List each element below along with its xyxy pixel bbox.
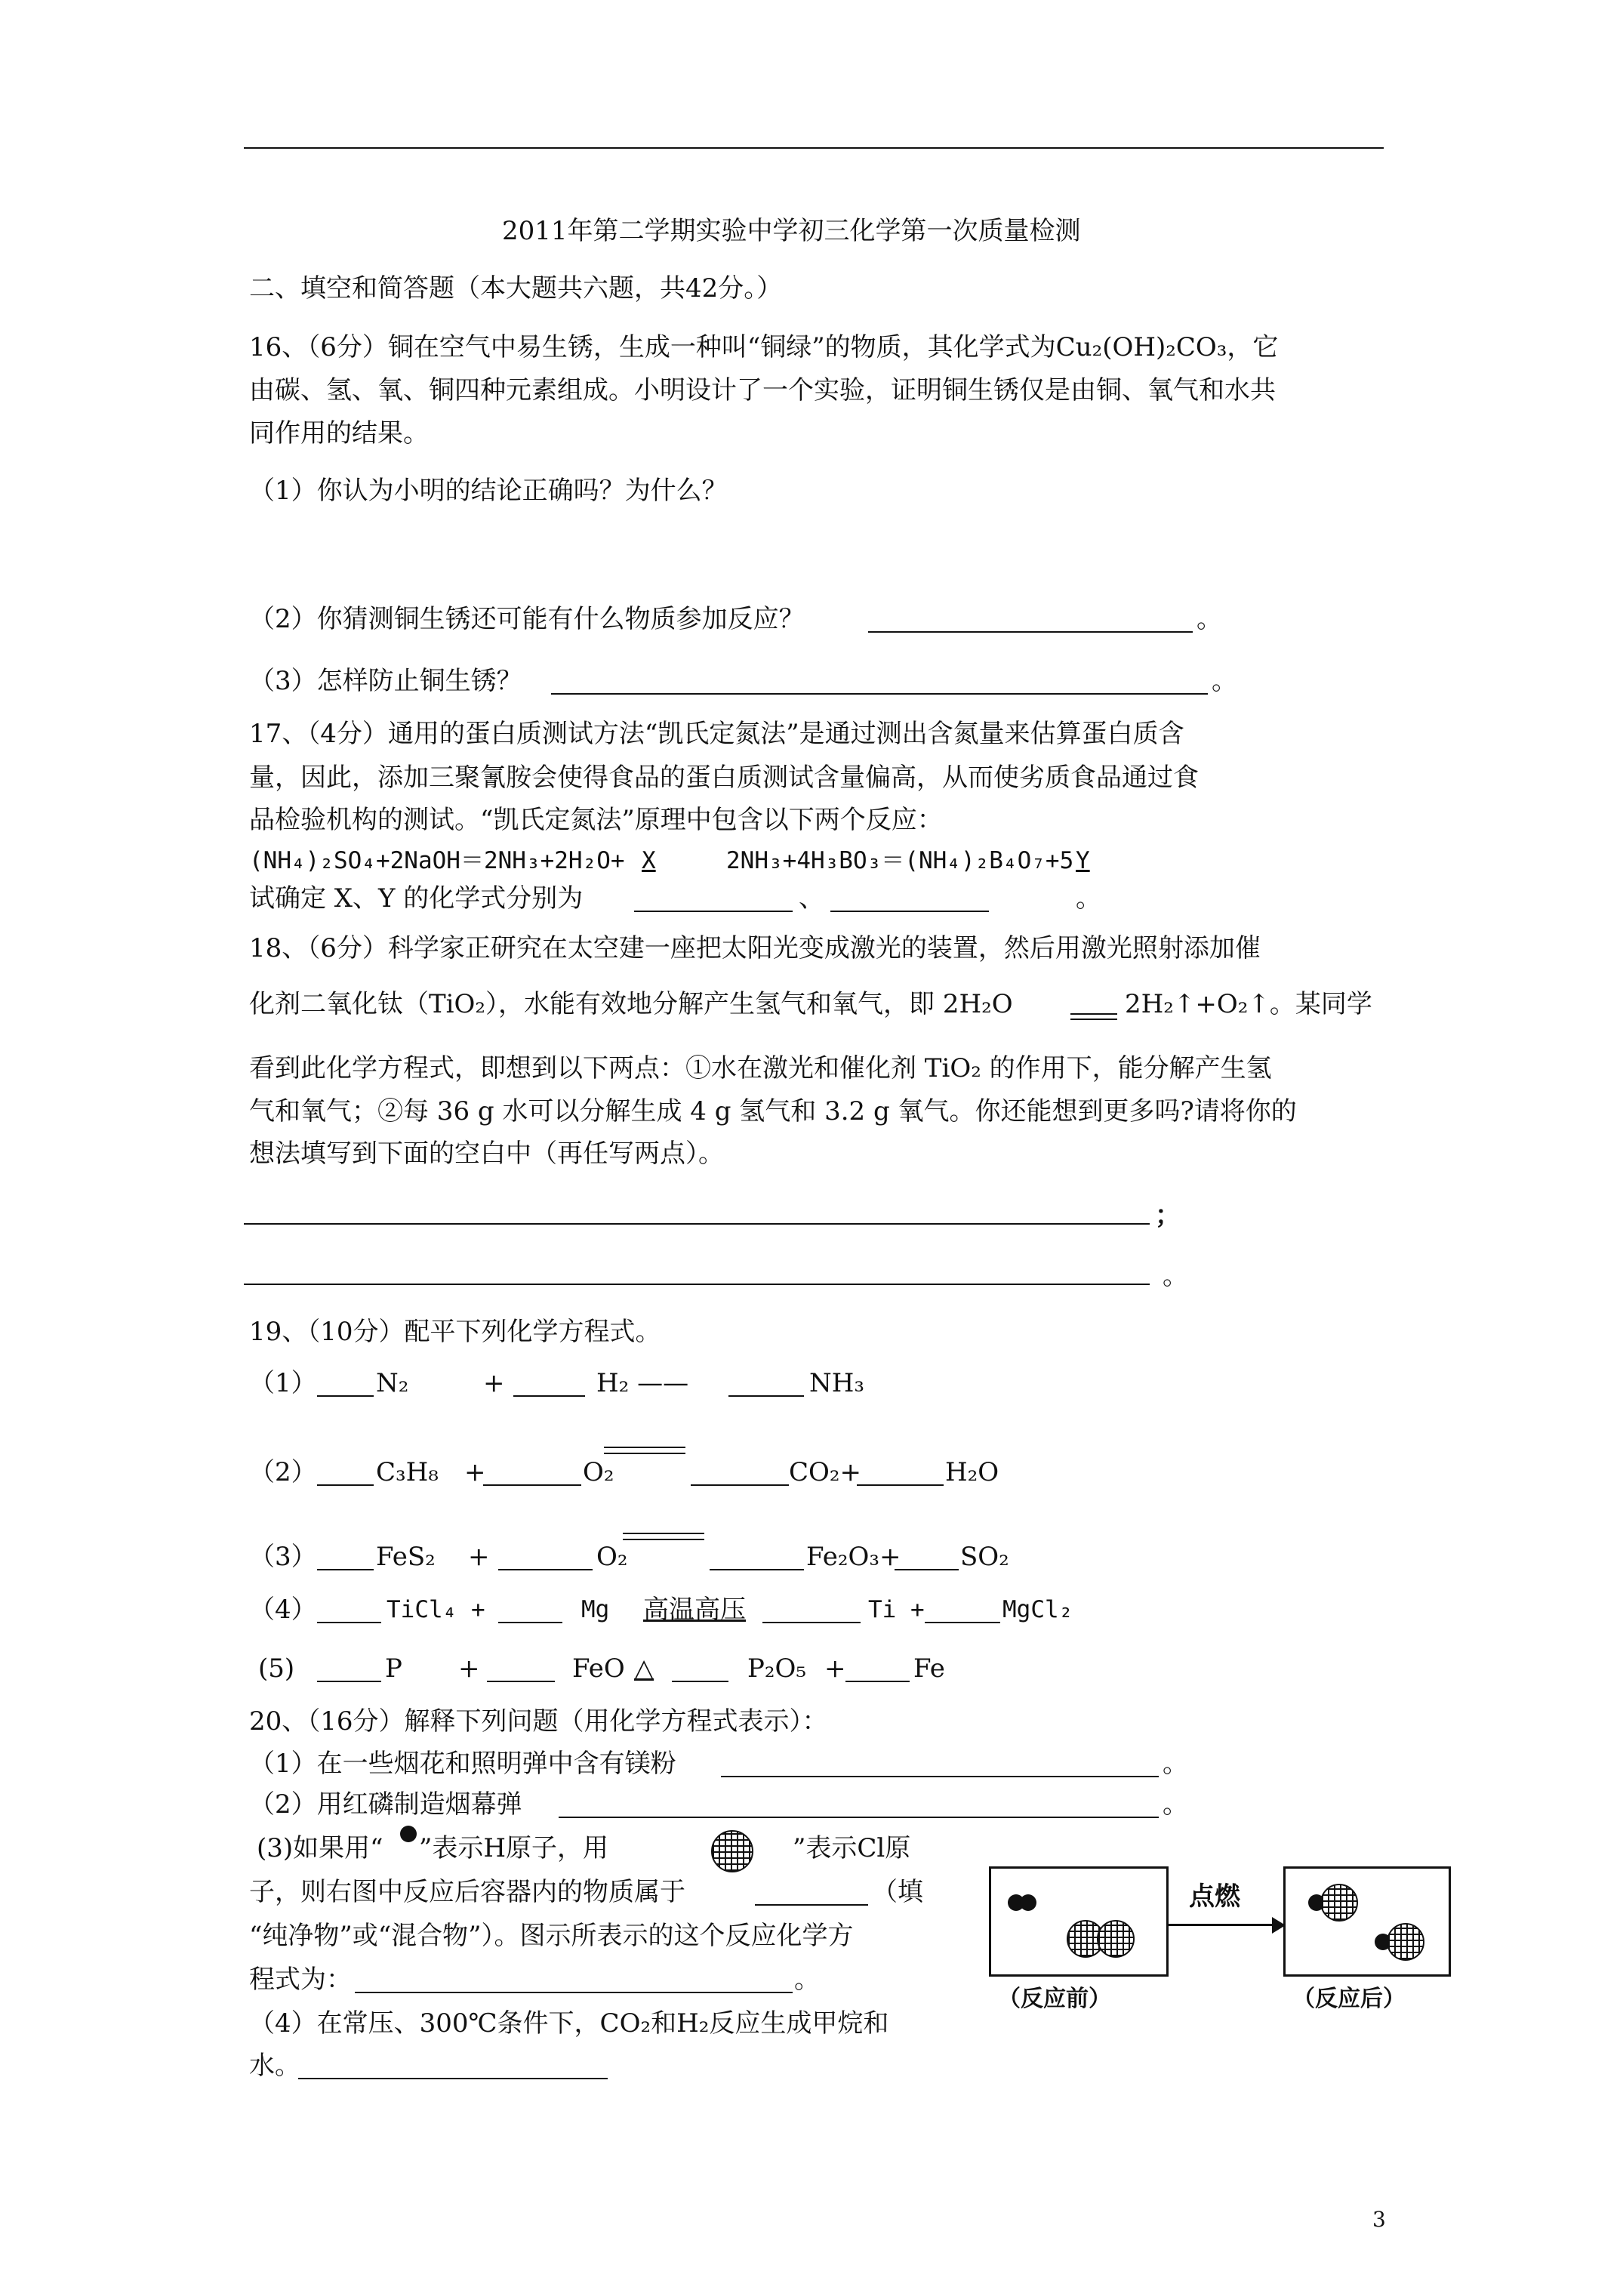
q19-r3-so2: SO₂ bbox=[960, 1542, 1009, 1572]
q19-r5-fe: Fe bbox=[913, 1653, 945, 1684]
q18-equals-sign bbox=[1070, 1013, 1117, 1020]
q19-r5-num: (5) bbox=[258, 1653, 295, 1684]
q17-equation-2: 2NH₃+4H₃BO₃＝(NH₄)₂B₄O₇+5 bbox=[726, 847, 1074, 874]
q19-r4-blank-b[interactable] bbox=[498, 1622, 562, 1623]
q19-r4-condition: 高温高压 bbox=[643, 1595, 746, 1625]
q18-end-2: 。 bbox=[1163, 1261, 1188, 1291]
q18-end-1: ； bbox=[1155, 1200, 1181, 1231]
before-container bbox=[989, 1866, 1169, 1977]
q20-sub-3a: (3)如果用“ bbox=[257, 1833, 383, 1863]
q20-sub-3f: “纯净物”或“混合物”）。图示所表示的这个反应化学方 bbox=[249, 1921, 854, 1951]
q20-sub-4a: （4）在常压、300℃条件下，CO₂和H₂反应生成甲烷和 bbox=[249, 2008, 889, 2039]
q19-r2-o2: O₂ bbox=[583, 1457, 614, 1487]
q19-r2-blank-d[interactable] bbox=[857, 1484, 944, 1486]
q19-r4-blank-d[interactable] bbox=[925, 1622, 1000, 1623]
q17-x-blank[interactable] bbox=[634, 911, 793, 912]
q19-r5-heat: △ bbox=[634, 1653, 654, 1684]
q16-line-1: 16、（6分）铜在空气中易生锈，生成一种叫“铜绿”的物质，其化学式为Cu₂(OH)₂CO₃，它 bbox=[249, 332, 1279, 362]
q20-period-2: 。 bbox=[1163, 1789, 1188, 1820]
q16-sub-2: （2）你猜测铜生锈还可能有什么物质参加反应？ bbox=[249, 604, 805, 634]
q19-r2-blank-c[interactable] bbox=[691, 1484, 789, 1486]
q19-r1-plus: + bbox=[483, 1368, 505, 1398]
q19-r3-fes2: FeS₂ bbox=[376, 1542, 436, 1572]
q19-r4-num: （4） bbox=[249, 1595, 317, 1625]
q19-r3-blank-d[interactable] bbox=[895, 1569, 959, 1570]
q18-line-4: 气和氧气；②每 36 g 水可以分解生成 4 g 氢气和 3.2 g 氧气。你还能想到更多吗?请将你的 bbox=[249, 1096, 1297, 1126]
q19-r3-blank-a[interactable] bbox=[317, 1569, 374, 1570]
q20-answer-blank-1[interactable] bbox=[721, 1776, 1159, 1777]
q16-answer-blank-3[interactable] bbox=[551, 693, 1208, 695]
q19-r2-plus: + bbox=[464, 1457, 486, 1487]
q19-r4-mgcl2: MgCl₂ bbox=[1002, 1596, 1073, 1623]
q20-sub-3g: 程式为： bbox=[249, 1965, 352, 1995]
q20-period-1: 。 bbox=[1163, 1749, 1188, 1779]
q16-period-2: 。 bbox=[1196, 604, 1222, 634]
q18-line-1: 18、（6分）科学家正研究在太空建一座把太阳光变成激光的装置，然后用激光照射添加催 bbox=[249, 933, 1261, 963]
cl-atom-icon bbox=[1097, 1920, 1135, 1958]
q20-period-3: 。 bbox=[794, 1965, 820, 1995]
q17-equation-1: (NH₄)₂SO₄+2NaOH＝2NH₃+2H₂O+ bbox=[249, 847, 625, 874]
q19-r1-num: （1） bbox=[249, 1368, 317, 1398]
q19-r5-p: P bbox=[385, 1653, 402, 1684]
q19-r4-blank-a[interactable] bbox=[317, 1622, 381, 1623]
reaction-arrow bbox=[1169, 1924, 1274, 1926]
q16-line-2: 由碳、氢、氧、铜四种元素组成。小明设计了一个实验，证明铜生锈仅是由铜、氧气和水共 bbox=[249, 375, 1276, 405]
q19-r2-blank-a[interactable] bbox=[317, 1484, 374, 1486]
q17-separator: 、 bbox=[799, 883, 824, 914]
q19-r2-blank-b[interactable] bbox=[483, 1484, 581, 1486]
q16-sub-3: （3）怎样防止铜生锈？ bbox=[249, 666, 522, 696]
q20-answer-blank-2[interactable] bbox=[559, 1817, 1159, 1818]
q19-r3-fe2o3: Fe₂O₃+ bbox=[806, 1542, 901, 1572]
q17-line-3: 品检验机构的测试。“凯氏定氮法”原理中包含以下两个反应： bbox=[249, 805, 943, 835]
q20-sub-3d: 子，则右图中反应后容器内的物质属于 bbox=[249, 1877, 685, 1907]
after-label: （反应后） bbox=[1292, 1986, 1406, 2012]
q20-sub-4b: 水。 bbox=[249, 2051, 300, 2081]
q19-r3-equals bbox=[623, 1533, 704, 1540]
q19-r2-c3h8: C₃H₈ bbox=[376, 1457, 439, 1487]
q19-r1-nh3: NH₃ bbox=[809, 1368, 865, 1398]
q18-line-2b: 2H₂↑+O₂↑。某同学 bbox=[1125, 989, 1372, 1019]
q19-r1-blank-c[interactable] bbox=[728, 1395, 804, 1397]
q19-r3-num: （3） bbox=[249, 1542, 317, 1572]
q19-heading: 19、（10分）配平下列化学方程式。 bbox=[249, 1317, 661, 1347]
q20-answer-blank-3[interactable] bbox=[755, 1904, 868, 1906]
q19-r1-blank-b[interactable] bbox=[513, 1395, 585, 1397]
q20-answer-blank-5[interactable] bbox=[298, 2078, 608, 2079]
q19-r4-ticl4: TiCl₄ + bbox=[387, 1596, 485, 1623]
h-atom-legend-icon bbox=[400, 1826, 417, 1842]
q19-r5-blank-d[interactable] bbox=[845, 1681, 910, 1682]
h-atom-icon bbox=[1020, 1894, 1036, 1911]
q19-r5-plus-1: + bbox=[458, 1653, 480, 1684]
q16-sub-1: （1）你认为小明的结论正确吗？为什么？ bbox=[249, 476, 728, 506]
q18-line-5: 想法填写到下面的空白中（再任写两点）。 bbox=[249, 1139, 724, 1169]
q19-r3-o2: O₂ bbox=[596, 1542, 628, 1572]
q16-period-3: 。 bbox=[1212, 666, 1237, 696]
before-label: （反应前） bbox=[998, 1986, 1111, 2012]
q18-line-2a: 化剂二氧化钛（TiO₂），水能有效地分解产生氢气和氧气，即 2H₂O bbox=[249, 989, 1013, 1019]
q20-sub-3e: （填 bbox=[872, 1877, 923, 1907]
cl-atom-icon bbox=[1387, 1923, 1424, 1961]
q19-r4-blank-c[interactable] bbox=[762, 1622, 861, 1623]
after-container bbox=[1283, 1866, 1451, 1977]
arrow-label: 点燃 bbox=[1189, 1881, 1240, 1912]
page-title: 2011年第二学期实验中学初三化学第一次质量检测 bbox=[502, 216, 1081, 246]
q18-line-3: 看到此化学方程式，即想到以下两点：①水在激光和催化剂 TiO₂ 的作用下，能分解产生氢 bbox=[249, 1053, 1272, 1083]
q19-r5-plus-2: + bbox=[824, 1653, 846, 1684]
q20-sub-1: （1）在一些烟花和照明弹中含有镁粉 bbox=[249, 1749, 676, 1779]
header-rule bbox=[244, 147, 1384, 149]
q20-answer-blank-4[interactable] bbox=[355, 1992, 793, 1993]
q20-sub-3b: ”表示H原子，用 bbox=[419, 1833, 609, 1863]
q19-r5-blank-b[interactable] bbox=[487, 1681, 555, 1682]
q19-r1-h2: H₂ —— bbox=[596, 1368, 689, 1398]
q19-r2-equals bbox=[604, 1447, 685, 1454]
q19-r4-ti: Ti + bbox=[868, 1596, 925, 1623]
q19-r5-blank-c[interactable] bbox=[672, 1681, 728, 1682]
q20-sub-2: （2）用红磷制造烟幕弹 bbox=[249, 1789, 522, 1820]
q16-line-3: 同作用的结果。 bbox=[249, 418, 429, 448]
q19-r2-co2: CO₂+ bbox=[789, 1457, 862, 1487]
q17-ask: 试确定 X、Y 的化学式分别为 bbox=[249, 883, 584, 914]
q20-heading: 20、（16分）解释下列问题（用化学方程式表示）： bbox=[249, 1706, 828, 1737]
q19-r5-blank-a[interactable] bbox=[317, 1681, 381, 1682]
section-heading: 二、填空和简答题（本大题共六题，共42分。） bbox=[249, 273, 783, 304]
q17-line-1: 17、（4分）通用的蛋白质测试方法“凯氏定氮法”是通过测出含氮量来估算蛋白质含 bbox=[249, 719, 1184, 749]
q19-r2-num: （2） bbox=[249, 1457, 317, 1487]
q17-y-blank[interactable] bbox=[830, 911, 989, 912]
q19-r1-blank-a[interactable] bbox=[317, 1395, 374, 1397]
q19-r1-n2: N₂ bbox=[376, 1368, 409, 1398]
q19-r3-plus: + bbox=[468, 1542, 490, 1572]
q18-answer-blank-1[interactable] bbox=[244, 1223, 1150, 1225]
q19-r2-h2o: H₂O bbox=[945, 1457, 999, 1487]
q19-r5-feo: FeO bbox=[572, 1653, 625, 1684]
q20-sub-3c: ”表示Cl原 bbox=[793, 1833, 911, 1863]
q19-r3-blank-b[interactable] bbox=[498, 1569, 593, 1570]
cl-atom-legend-icon bbox=[711, 1830, 753, 1872]
q17-end: 。 bbox=[1076, 883, 1101, 914]
cl-atom-icon bbox=[1320, 1884, 1358, 1922]
q17-line-2: 量，因此，添加三聚氰胺会使得食品的蛋白质测试含量偏高，从而使劣质食品通过食 bbox=[249, 763, 1199, 793]
q19-r5-p2o5: P₂O₅ bbox=[747, 1653, 807, 1684]
q17-y-symbol: Y bbox=[1076, 847, 1090, 874]
page-number: 3 bbox=[1372, 2207, 1386, 2232]
q19-r3-blank-c[interactable] bbox=[710, 1569, 804, 1570]
q17-x-symbol: X bbox=[642, 847, 656, 874]
q19-r4-mg: Mg bbox=[581, 1596, 610, 1623]
q16-answer-blank-2[interactable] bbox=[868, 631, 1193, 633]
q18-answer-blank-2[interactable] bbox=[244, 1284, 1150, 1285]
